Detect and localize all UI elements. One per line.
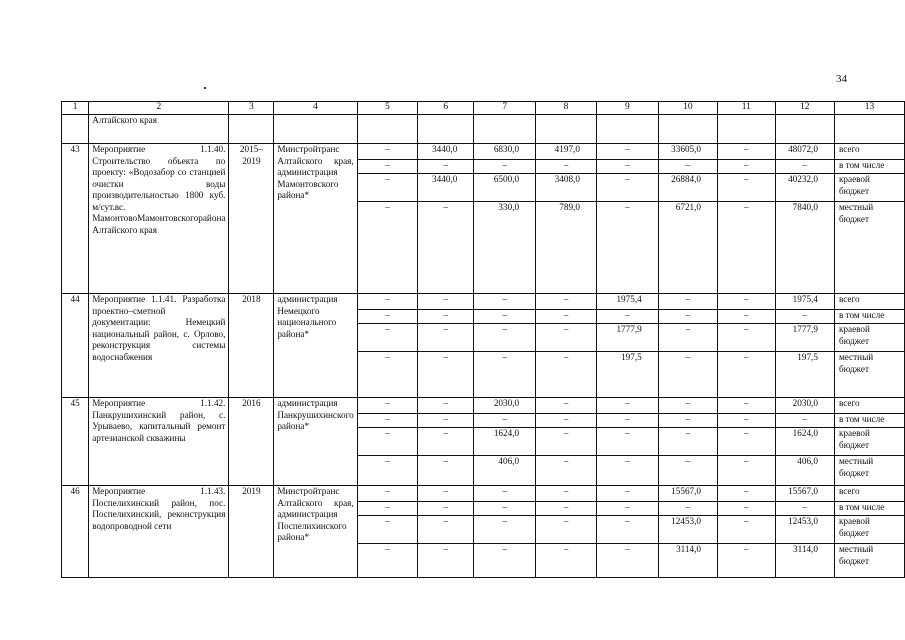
amount-cell: –: [418, 398, 474, 414]
amount-cell: –: [658, 324, 717, 352]
amount-cell: –: [718, 398, 776, 414]
amount-cell: –: [357, 428, 417, 456]
amount-cell: –: [658, 160, 717, 174]
amount-cell: –: [474, 294, 536, 310]
amount-cell: –: [718, 502, 776, 516]
amount-cell: 15567,0: [658, 486, 717, 502]
amount-cell: 12453,0: [775, 516, 834, 544]
amount-cell: –: [357, 324, 417, 352]
funding-source: всего: [834, 144, 904, 160]
executor: администрация Панкрушихинского района*: [274, 398, 357, 486]
amount-cell: –: [658, 456, 717, 486]
amount-cell: –: [474, 544, 536, 578]
header-cell: 8: [536, 102, 597, 115]
amount-cell: –: [357, 502, 417, 516]
funding-source: всего: [834, 294, 904, 310]
amount-cell: –: [596, 202, 658, 294]
amount-cell: –: [357, 294, 417, 310]
funding-source: краевой бюджет: [834, 428, 904, 456]
amount-cell: –: [536, 310, 597, 324]
header-cell: 7: [474, 102, 536, 115]
amount-cell: –: [658, 428, 717, 456]
amount-cell: –: [658, 502, 717, 516]
years: 2019: [229, 486, 274, 578]
amount-cell: 3440,0: [418, 174, 474, 202]
amount-cell: 6500,0: [474, 174, 536, 202]
funding-source: всего: [834, 486, 904, 502]
amount-cell: –: [536, 456, 597, 486]
amount-cell: –: [658, 352, 717, 398]
amount-cell: –: [474, 310, 536, 324]
continued-row: [62, 115, 905, 144]
entry-number: 43: [62, 144, 89, 294]
amount-cell: –: [596, 456, 658, 486]
entry-number: 46: [62, 486, 89, 578]
amount-cell: –: [418, 352, 474, 398]
amount-cell: 3114,0: [775, 544, 834, 578]
header-cell: 3: [229, 102, 274, 115]
header-cell: 12: [775, 102, 834, 115]
amount-cell: 26884,0: [658, 174, 717, 202]
measure-name: Мероприятие 1.1.40. Строительство объекта по проекту: «Водозабор со станцией очистки воды производительностью 1800 куб. м/сут.вс. МамонтовоМамонтовскогорайона Алтайского края: [89, 144, 229, 294]
amount-cell: –: [596, 414, 658, 428]
amount-cell: 6721,0: [658, 202, 717, 294]
amount-cell: 406,0: [474, 456, 536, 486]
header-cell: 13: [834, 102, 904, 115]
amount-cell: –: [596, 516, 658, 544]
amount-cell: –: [718, 160, 776, 174]
funding-source: всего: [834, 398, 904, 414]
amount-cell: –: [718, 310, 776, 324]
executor: Минстройтранс Алтайского края, администрация Мамонтовского района*: [274, 144, 357, 294]
amount-cell: –: [536, 414, 597, 428]
years: 2018: [229, 294, 274, 398]
amount-cell: –: [718, 486, 776, 502]
table-row: [62, 294, 905, 310]
amount-cell: –: [357, 516, 417, 544]
amount-cell: –: [357, 174, 417, 202]
header-cell: 11: [718, 102, 776, 115]
amount-cell: 12453,0: [658, 516, 717, 544]
amount-cell: 197,5: [596, 352, 658, 398]
amount-cell: –: [418, 456, 474, 486]
header-cell: 4: [274, 102, 357, 115]
amount-cell: –: [357, 486, 417, 502]
amount-cell: –: [536, 544, 597, 578]
amount-cell: –: [658, 310, 717, 324]
measure-name: Мероприятие 1.1.43. Поспелихинский район, пос. Поспелихинский, реконструкция водопроводной сети: [89, 486, 229, 578]
funding-source: краевой бюджет: [834, 174, 904, 202]
amount-cell: –: [418, 202, 474, 294]
amount-cell: –: [536, 352, 597, 398]
amount-cell: –: [536, 428, 597, 456]
amount-cell: –: [596, 398, 658, 414]
measure-name: Алтайского края: [89, 115, 229, 144]
funding-source: местный бюджет: [834, 202, 904, 294]
amount-cell: 40232,0: [775, 174, 834, 202]
amount-cell: –: [596, 502, 658, 516]
amount-cell: –: [474, 324, 536, 352]
amount-cell: –: [718, 516, 776, 544]
amount-cell: –: [596, 310, 658, 324]
header-cell: 6: [418, 102, 474, 115]
amount-cell: –: [775, 160, 834, 174]
amount-cell: 3440,0: [418, 144, 474, 160]
amount-cell: –: [596, 428, 658, 456]
amount-cell: 330,0: [474, 202, 536, 294]
amount-cell: –: [418, 324, 474, 352]
header-cell: 1: [62, 102, 89, 115]
amount-cell: 789,0: [536, 202, 597, 294]
years: 2015–2019: [229, 144, 274, 294]
amount-cell: –: [418, 502, 474, 516]
amount-cell: –: [536, 398, 597, 414]
amount-cell: –: [658, 398, 717, 414]
amount-cell: –: [536, 160, 597, 174]
amount-cell: 1624,0: [474, 428, 536, 456]
funding-source: в том числе: [834, 160, 904, 174]
amount-cell: 1777,9: [596, 324, 658, 352]
amount-cell: –: [718, 456, 776, 486]
amount-cell: –: [658, 414, 717, 428]
amount-cell: –: [775, 502, 834, 516]
amount-cell: –: [718, 294, 776, 310]
page-number: 34: [836, 73, 847, 85]
budget-table: [61, 101, 905, 578]
header-row: [62, 102, 905, 115]
amount-cell: –: [596, 486, 658, 502]
amount-cell: 3408,0: [536, 174, 597, 202]
executor: администрация Немецкого национального района*: [274, 294, 357, 398]
funding-source: в том числе: [834, 310, 904, 324]
table-row: [62, 486, 905, 502]
amount-cell: 2030,0: [775, 398, 834, 414]
amount-cell: –: [418, 544, 474, 578]
measure-name: Мероприятие 1.1.42. Панкрушихинский район, с. Урываево, капитальный ремонт артезианской скважины: [89, 398, 229, 486]
table-row: [62, 398, 905, 414]
amount-cell: 406,0: [775, 456, 834, 486]
header-cell: 5: [357, 102, 417, 115]
funding-source: в том числе: [834, 502, 904, 516]
entry-number: 45: [62, 398, 89, 486]
amount-cell: –: [357, 544, 417, 578]
amount-cell: –: [418, 486, 474, 502]
amount-cell: –: [357, 352, 417, 398]
amount-cell: 1624,0: [775, 428, 834, 456]
amount-cell: –: [474, 486, 536, 502]
years: 2016: [229, 398, 274, 486]
amount-cell: –: [536, 486, 597, 502]
amount-cell: –: [474, 516, 536, 544]
executor: Минстройтранс Алтайского края, администрация Поспелихинского района*: [274, 486, 357, 578]
amount-cell: –: [596, 174, 658, 202]
amount-cell: –: [596, 160, 658, 174]
amount-cell: –: [357, 160, 417, 174]
amount-cell: 1975,4: [596, 294, 658, 310]
amount-cell: –: [418, 160, 474, 174]
amount-cell: 2030,0: [474, 398, 536, 414]
amount-cell: 33605,0: [658, 144, 717, 160]
amount-cell: –: [718, 324, 776, 352]
amount-cell: –: [536, 294, 597, 310]
header-cell: 2: [89, 102, 229, 115]
amount-cell: –: [357, 202, 417, 294]
amount-cell: –: [357, 144, 417, 160]
amount-cell: –: [658, 294, 717, 310]
measure-name: Мероприятие 1.1.41. Разработка проектно–сметной документации: Немецкий национальный район, с. Орлово, реконструкция системы водоснабжения: [89, 294, 229, 398]
amount-cell: –: [775, 414, 834, 428]
funding-source: местный бюджет: [834, 352, 904, 398]
amount-cell: –: [357, 310, 417, 324]
amount-cell: –: [536, 502, 597, 516]
amount-cell: 1975,4: [775, 294, 834, 310]
funding-source: местный бюджет: [834, 544, 904, 578]
funding-source: краевой бюджет: [834, 516, 904, 544]
amount-cell: 6830,0: [474, 144, 536, 160]
amount-cell: –: [596, 544, 658, 578]
amount-cell: –: [718, 174, 776, 202]
amount-cell: –: [474, 414, 536, 428]
amount-cell: –: [357, 456, 417, 486]
amount-cell: –: [357, 414, 417, 428]
table-row: [62, 144, 905, 160]
amount-cell: –: [718, 544, 776, 578]
amount-cell: –: [474, 352, 536, 398]
amount-cell: –: [418, 310, 474, 324]
amount-cell: –: [536, 324, 597, 352]
amount-cell: –: [718, 202, 776, 294]
amount-cell: –: [418, 294, 474, 310]
entry-number: 44: [62, 294, 89, 398]
amount-cell: 1777,9: [775, 324, 834, 352]
amount-cell: –: [474, 160, 536, 174]
funding-source: краевой бюджет: [834, 324, 904, 352]
amount-cell: –: [418, 428, 474, 456]
header-cell: 10: [658, 102, 717, 115]
amount-cell: 15567,0: [775, 486, 834, 502]
amount-cell: 3114,0: [658, 544, 717, 578]
funding-source: в том числе: [834, 414, 904, 428]
amount-cell: –: [474, 502, 536, 516]
amount-cell: –: [718, 144, 776, 160]
amount-cell: –: [718, 428, 776, 456]
amount-cell: 48072,0: [775, 144, 834, 160]
amount-cell: –: [596, 144, 658, 160]
amount-cell: –: [718, 414, 776, 428]
amount-cell: 197,5: [775, 352, 834, 398]
amount-cell: –: [357, 398, 417, 414]
amount-cell: –: [775, 310, 834, 324]
amount-cell: –: [418, 516, 474, 544]
amount-cell: –: [536, 516, 597, 544]
funding-source: местный бюджет: [834, 456, 904, 486]
amount-cell: –: [718, 352, 776, 398]
scan-speck: [204, 87, 206, 89]
amount-cell: 4197,0: [536, 144, 597, 160]
amount-cell: 7840,0: [775, 202, 834, 294]
amount-cell: –: [418, 414, 474, 428]
header-cell: 9: [596, 102, 658, 115]
